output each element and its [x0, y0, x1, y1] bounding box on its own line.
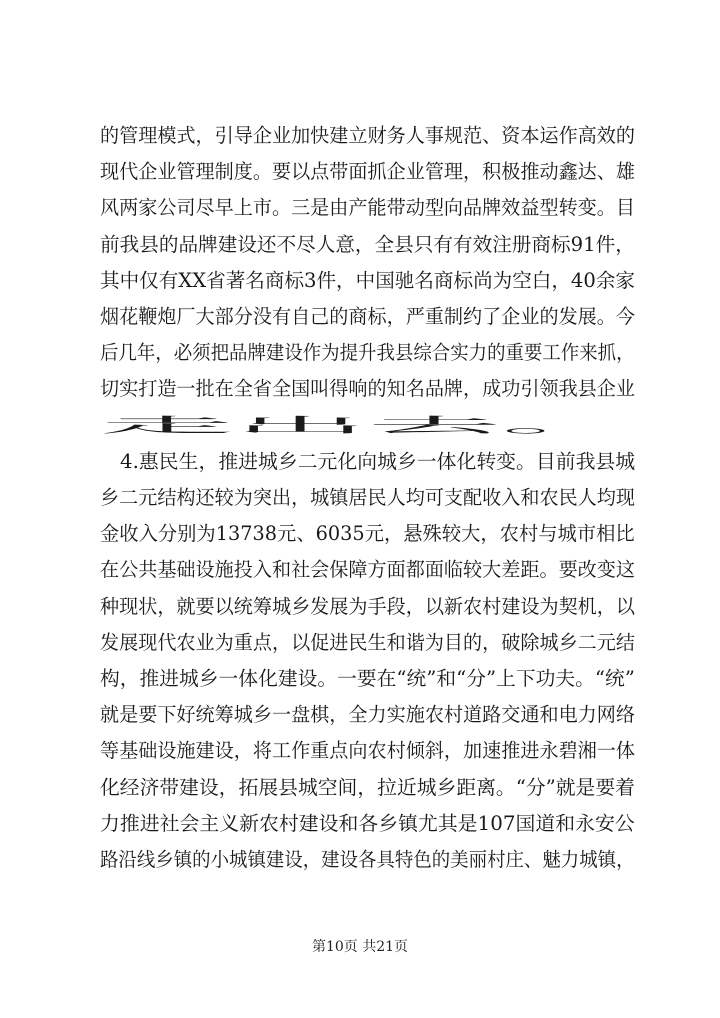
text-line: 4.惠民生，推进城乡二元化向城乡一体化转变。目前我县城	[120, 449, 636, 473]
text-line: 烟花鞭炮厂大部分没有自己的商标，严重制约了企业的发展。今	[100, 305, 636, 328]
text-line: 构，推进城乡一体化建设。一要在“统”和“分”上下功夫。“统”	[100, 667, 635, 690]
text-line: 后几年，必须把品牌建设作为提升我县综合实力的重要工作来抓，	[100, 341, 635, 365]
text-line: 等基础设施建设，将工作重点向农村倾斜，加速推进永碧湘一体	[100, 739, 636, 763]
text-line: 在公共基础设施投入和社会保障方面都面临较大差距。要改变这	[100, 558, 636, 582]
text-line: 其中仅有XX省著名商标3件，中国驰名商标尚为空白，40余家	[100, 268, 635, 292]
page-footer: 第10页 共21页	[311, 939, 409, 955]
text-line: 前我县的品牌建设还不尽人意，全县只有有效注册商标91件，	[100, 232, 635, 256]
text-line: 力推进社会主义新农村建设和各乡镇尤其是107国道和永安公	[100, 811, 635, 835]
text-line: 路沿线乡镇的小城镇建设，建设各具特色的美丽村庄、魅力城镇，	[100, 848, 635, 871]
text-line: 就是要下好统筹城乡一盘棋，全力实施农村道路交通和电力网络	[100, 703, 636, 727]
text-line: 走出去。	[100, 413, 636, 437]
text-line: 现代企业管理制度。要以点带面抓企业管理，积极推动鑫达、雄	[100, 160, 636, 184]
text-line: 的管理模式，引导企业加快建立财务人事规范、资本运作高效的	[100, 124, 636, 147]
text-line: 化经济带建设，拓展县城空间，拉近城乡距离。“分”就是要着	[100, 775, 635, 799]
text-line: 金收入分别为13738元、6035元，悬殊较大，农村与城市相比	[100, 522, 635, 546]
text-line: 乡二元结构还较为突出，城镇居民人均可支配收入和农民人均现	[100, 486, 636, 509]
text-line: 切实打造一批在全省全国叫得响的知名品牌，成功引领我县企业	[100, 377, 636, 401]
text-line: 种现状，就要以统筹城乡发展为手段，以新农村建设为契机，以	[100, 594, 636, 618]
text-line: 发展现代农业为重点，以促进民生和谐为目的，破除城乡二元结	[100, 630, 636, 654]
text-line: 风两家公司尽早上市。三是由产能带动型向品牌效益型转变。目	[100, 196, 636, 220]
